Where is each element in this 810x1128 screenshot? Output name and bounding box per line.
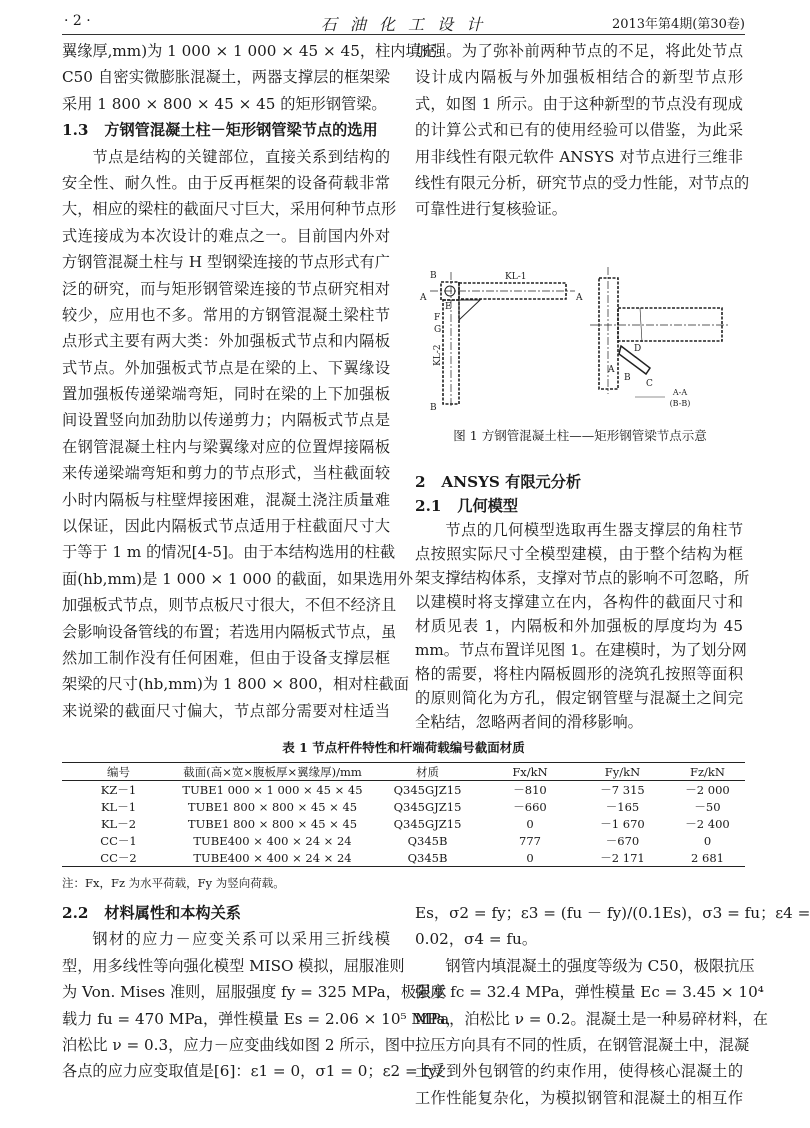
figure-1-diagram (410, 262, 750, 412)
table-cell: －660 (513, 799, 547, 814)
table-cell: 2 681 (691, 850, 724, 865)
paragraph (415, 900, 810, 953)
text-line: 来传递梁端弯矩和剪力的节点形式，当柱截面较 (62, 464, 390, 483)
table-cell: TUBE1 000 × 1 000 × 45 × 45 (182, 782, 363, 797)
table-1 (62, 762, 745, 867)
table-cell: 0 (526, 816, 534, 831)
text-line: 材质见表 1，内隔板和外加强板的厚度均为 45 (415, 617, 743, 635)
text-line: C50 自密实微膨胀混凝土，两器支撑层的框架梁 (62, 68, 390, 87)
text-line: 间设置竖向加劲肋以传递剪力；内隔板式节点是 (62, 411, 390, 430)
table-cell: Q345GJZ15 (393, 816, 462, 831)
label-f: F (434, 313, 441, 323)
table-cell: Q345B (407, 850, 448, 865)
table-cell: 777 (519, 833, 541, 848)
section-heading: 2.2 材料属性和本构关系 (62, 904, 241, 922)
label-e: E (445, 302, 452, 312)
table-cell: 0 (703, 833, 712, 848)
table-cell: Q345B (407, 833, 448, 848)
text-line: 安全性、耐久性。由于反再框架的设备荷载非常 (62, 173, 390, 192)
table-cell: －2 000 (685, 782, 730, 797)
text-line: 泊松比 ν = 0.3，应力－应变曲线如图 2 所示，图中 (62, 1035, 416, 1054)
text-line: 加强。为了弥补前两种节点的不足，将此处节点 (415, 42, 743, 60)
left-column-top (62, 38, 436, 724)
table-row (62, 815, 745, 832)
text-line: 土受到外包钢管的约束作用，使得核心混凝土的 (415, 1062, 743, 1081)
text-line: 的原则简化为方孔，假定钢管壁与混凝土之间完 (415, 689, 743, 707)
text-line: 式连接成为本次设计的难点之一。目前国内外对 (62, 226, 390, 245)
table-cell: －810 (513, 782, 547, 797)
section-heading: 2.1 几何模型 (415, 497, 519, 515)
label-d: D (634, 344, 642, 354)
text-line: MPa，泊松比 ν = 0.2。混凝土是一种易碎材料，在 (415, 1009, 768, 1028)
table-cell: TUBE400 × 400 × 24 × 24 (193, 850, 352, 865)
text-line: 方钢管混凝土柱与 H 型钢梁连接的节点形式有广 (62, 253, 390, 272)
text-line: 钢管内填混凝土的强度等级为 C50，极限抗压 (445, 956, 755, 975)
text-line: 架支撑结构体系，支撑对节点的影响不可忽略，所 (415, 569, 750, 587)
table-row (62, 849, 745, 867)
stiffener-plate (459, 300, 480, 320)
right-column-middle (415, 470, 750, 734)
text-line: 然加工制作没有任何困难，但由于设备支撑层框 (62, 648, 390, 667)
table-cell: KL－2 (100, 816, 137, 831)
text-line: 可靠性进行复核验证。 (415, 200, 567, 219)
text-line: 的计算公式和已有的使用经验可以借鉴，为此采 (415, 121, 743, 140)
table-cell: CC－1 (100, 833, 137, 848)
label-g: G (434, 325, 442, 335)
text-line: 泛的研究，而与矩形钢管梁连接的节点研究相对 (62, 279, 390, 298)
text-line: 以保证，因此内隔板式节点适用于柱截面尺寸大 (62, 517, 390, 536)
table-cell: TUBE1 800 × 800 × 45 × 45 (187, 816, 358, 831)
table-row (62, 832, 745, 849)
label-a-right: A (576, 293, 583, 303)
paragraph (62, 926, 461, 1084)
text-line: 节点的几何模型选取再生器支撑层的角柱节 (445, 521, 743, 539)
table-cell: －165 (605, 799, 640, 814)
issue-info: 2013年第4期(第30卷) (611, 17, 745, 32)
column-header: 编号 (107, 764, 130, 779)
text-line: 置加强板传递梁端弯矩，同时在梁的上下加强板 (62, 385, 390, 404)
section-heading: 1.3 方钢管混凝土柱－矩形钢管梁节点的选用 (62, 121, 378, 140)
text-line: 采用 1 800 × 800 × 45 × 45 的矩形钢管梁。 (62, 94, 387, 113)
label-b-top: B (430, 271, 437, 281)
text-line: 在钢管混凝土柱内与梁翼缘对应的位置焊接隔板 (62, 437, 390, 456)
paragraph (62, 38, 436, 117)
text-line: 来说梁的截面尺寸偏大，节点部分需要对柱适当 (62, 701, 390, 720)
table-cell: －50 (694, 799, 721, 814)
text-line: 会影响设备管线的布置；若选用内隔板式节点，虽 (62, 622, 397, 641)
text-line: 强度 fc = 32.4 MPa，弹性模量 Ec = 3.45 × 10⁴ (415, 983, 764, 1002)
text-line: 钢材的应力－应变关系可以采用三折线模 (92, 930, 390, 949)
label-c: C (646, 379, 653, 389)
table-cell: －7 315 (600, 782, 645, 797)
table-cell: －2 171 (600, 850, 645, 865)
column-header: Fz/kN (690, 764, 725, 779)
table-cell: －670 (605, 833, 640, 848)
text-line: Es，σ2 = fy；ε3 = (fu － fy)/(0.1Es)，σ3 = fu；ε4 = (415, 904, 810, 922)
table-cell: Q345GJZ15 (393, 782, 462, 797)
label-b-bottom: B (430, 403, 437, 413)
text-line: 点形式主要有两大类：外加强板式节点和内隔板 (62, 332, 390, 351)
text-line: 于等于 1 m 的情况[4-5]。由于本结构选用的柱截 (62, 543, 396, 562)
running-header (62, 10, 745, 35)
text-line: 工作性能复杂化，为模拟钢管和混凝土的相互作 (415, 1088, 743, 1107)
paragraph (62, 144, 414, 725)
text-line: 面(hb,mm)是 1 000 × 1 000 的截面，如果选用外 (62, 569, 414, 588)
table-cell: CC－2 (100, 850, 137, 865)
table-cell: TUBE1 800 × 800 × 45 × 45 (187, 799, 358, 814)
text-line: 小时内隔板与柱壁焊接困难，混凝土浇注质量难 (62, 490, 390, 509)
text-line: 拉压方向具有不同的性质，在钢管混凝土中，混凝 (415, 1035, 750, 1054)
text-line: 式节点。外加强板式节点是在梁的上、下翼缘设 (62, 358, 390, 377)
paragraph (415, 953, 768, 1111)
left-column-bottom (62, 900, 461, 1085)
text-line: 加强板式节点，则节点板尺寸很大，不但不经济且 (62, 596, 397, 615)
text-line: 为 Von. Mises 准则，屈服强度 fy = 325 MPa，极限承 (62, 983, 447, 1002)
text-line: 节点是结构的关键部位，直接关系到结构的 (92, 147, 390, 166)
text-line: 型，用多线性等向强化模型 MISO 模拟，屈服准则 (62, 956, 405, 975)
text-line: 各点的应力应变取值是[6]：ε1 = 0，σ1 = 0；ε2 = fy/ (62, 1062, 442, 1081)
paragraph (415, 38, 750, 223)
table-row (62, 798, 745, 815)
label-b: B (624, 373, 631, 383)
table-note: 注：Fx，Fz 为水平荷载，Fy 为竖向荷载。 (62, 876, 285, 890)
beam-elevation (618, 308, 722, 341)
table-cell: 0 (526, 850, 534, 865)
column-header: Fy/kN (604, 764, 641, 779)
text-line: 以建模时将支撑建立在内，各构件的截面尺寸和 (415, 593, 743, 611)
table-caption: 表 1 节点杆件特性和杆端荷载编号截面材质 (282, 740, 525, 755)
text-line: 大，相应的梁柱的截面尺寸巨大，采用何种节点形 (62, 200, 397, 219)
right-column-top (415, 38, 750, 223)
column-header: 截面(高×宽×腹板厚×翼缘厚)/mm (183, 764, 362, 779)
table-cell: Q345GJZ15 (393, 799, 462, 814)
text-line: 载力 fu = 470 MPa，弹性模量 Es = 2.06 × 10⁵ MPa， (62, 1009, 461, 1028)
text-line: 点按照实际尺寸全模型建模，由于整个结构为框 (415, 545, 743, 563)
table-cell: KL－1 (100, 799, 137, 814)
text-line: 格的需要，将柱内隔板圆形的浇筑孔按照等面积 (415, 665, 743, 683)
column-header: 材质 (416, 764, 439, 779)
table-cell: －2 400 (685, 816, 730, 831)
right-column-bottom (415, 900, 810, 1111)
label-a-left: A (420, 293, 427, 303)
journal-title: 石 油 化 工 设 计 (320, 15, 487, 34)
text-line: 用非线性有限元软件 ANSYS 对节点进行三维非 (415, 147, 743, 166)
text-line: 较少，应用也不多。常用的方钢管混凝土梁柱节 (62, 305, 390, 324)
text-line: 全粘结，忽略两者间的滑移影响。 (415, 713, 643, 731)
label-kl1: KL-1 (505, 272, 527, 282)
label-section: A-A (672, 388, 688, 397)
text-line: 翼缘厚,mm)为 1 000 × 1 000 × 45 × 45，柱内填充 (62, 42, 436, 60)
figure-caption: 图 1 方钢管混凝土柱——矩形钢管梁节点示意 (453, 428, 707, 443)
label-kl2: KL-2 (433, 344, 443, 366)
section-heading: 2 ANSYS 有限元分析 (415, 473, 582, 491)
column-header: Fx/kN (512, 764, 548, 779)
table-cell: －1 670 (600, 816, 645, 831)
page-number: · 2 · (64, 13, 91, 29)
text-line: 式，如图 1 所示。由于这种新型的节点没有现成 (415, 94, 743, 113)
paragraph (415, 518, 750, 734)
text-line: 线性有限元分析，研究节点的受力性能，对节点的 (415, 173, 750, 192)
text-line: 架梁的尺寸(hb,mm)为 1 800 × 800，相对柱截面 (62, 675, 409, 694)
text-line: 设计成内隔板与外加强板相结合的新型节点形 (415, 68, 743, 87)
text-line: mm。节点布置详见图 1。在建模时，为了划分网 (415, 641, 747, 659)
table-header-row (62, 763, 745, 781)
text-line: 0.02，σ4 = fu。 (415, 930, 538, 949)
label-a: A (608, 365, 615, 375)
table-row (62, 781, 745, 799)
label-section2: (B-B) (669, 399, 691, 408)
table-cell: TUBE400 × 400 × 24 × 24 (193, 833, 352, 848)
table-cell: KZ－1 (100, 782, 137, 797)
